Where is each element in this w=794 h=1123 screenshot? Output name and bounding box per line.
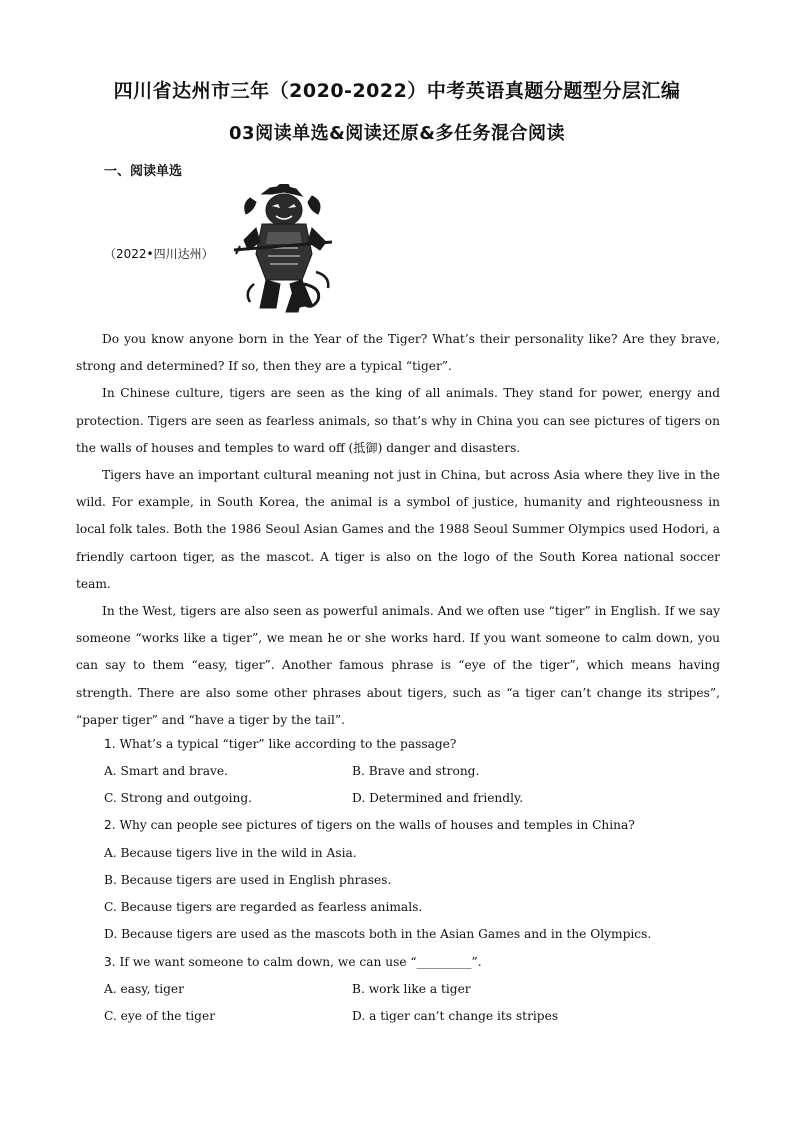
question-3-option-c: C. eye of the tiger bbox=[104, 1009, 216, 1023]
passage-paragraph: In Chinese culture, tigers are seen as the king of all animals. They stand for power, energy and protection. Tigers are seen as fearless animals, so that’s why in China you can see pictures of tigers on the walls of houses and temples to ward off (抵御) danger and disasters. bbox=[76, 386, 720, 455]
passage-paragraph: In the West, tigers are also seen as powerful animals. And we often use “tiger” in English. If we say someone “works like a tiger”, we mean he or she works hard. If you want someone to calm down, you can say to them “easy, tiger”. Another famous phrase is “eye of the tiger”, which means having strength. There are also some other phrases about tigers, such as “a tiger can’t change its stripes”, “paper tiger” and “have a tiger by the tail”. bbox=[76, 604, 720, 727]
question-3-option-a: A. easy, tiger bbox=[104, 982, 184, 996]
question-3-option-d: D. a tiger can’t change its stripes bbox=[352, 1009, 559, 1023]
question-2-option-c: C. Because tigers are regarded as fearless animals. bbox=[104, 900, 423, 914]
tiger-warrior-illustration bbox=[232, 184, 336, 314]
question-3-stem bbox=[104, 955, 482, 969]
section-heading: 一、阅读单选 bbox=[104, 164, 183, 179]
question-number: 2. bbox=[104, 818, 116, 832]
passage-paragraph: Tigers have an important cultural meaning not just in China, but across Asia where they live in the wild. For example, in South Korea, the animal is a symbol of justice, humanity and righteousness in local folk tales. Both the 1986 Seoul Asian Games and the 1988 Seoul Summer Olympics used Hodori, a friendly cartoon tiger, as the mascot. A tiger is also on the logo of the South Korea national soccer team. bbox=[76, 468, 720, 591]
question-2-option-d: D. Because tigers are used as the mascots both in the Asian Games and in the Olympics. bbox=[104, 927, 652, 941]
question-number: 3. bbox=[104, 955, 116, 969]
document-title: 四川省达州市三年（2020-2022）中考英语真题分题型分层汇编 bbox=[113, 80, 681, 102]
question-1-stem bbox=[104, 737, 456, 751]
question-1-option-b: B. Brave and strong. bbox=[352, 764, 480, 778]
question-2-option-a: A. Because tigers live in the wild in Asia. bbox=[104, 846, 357, 860]
source-label: （2022•四川达州） bbox=[104, 247, 214, 261]
question-3-option-b: B. work like a tiger bbox=[352, 982, 471, 996]
document-subtitle: 03阅读单选&阅读还原&多任务混合阅读 bbox=[229, 123, 565, 144]
question-2-option-b: B. Because tigers are used in English phrases. bbox=[104, 873, 392, 887]
question-1-option-d: D. Determined and friendly. bbox=[352, 791, 524, 805]
passage-paragraph: Do you know anyone born in the Year of the Tiger? What’s their personality like? Are they brave, strong and determined? If so, then they are a typical “tiger”. bbox=[76, 332, 720, 374]
question-text: Why can people see pictures of tigers on the walls of houses and temples in China? bbox=[119, 818, 635, 832]
question-number: 1. bbox=[104, 737, 116, 751]
question-1-option-c: C. Strong and outgoing. bbox=[104, 791, 253, 805]
reading-passage bbox=[76, 326, 720, 734]
question-text: What’s a typical “tiger” like according to the passage? bbox=[119, 737, 457, 751]
question-2-stem bbox=[104, 818, 635, 832]
question-1-option-a: A. Smart and brave. bbox=[104, 764, 228, 778]
question-text: If we want someone to calm down, we can use “_________”. bbox=[119, 955, 482, 969]
